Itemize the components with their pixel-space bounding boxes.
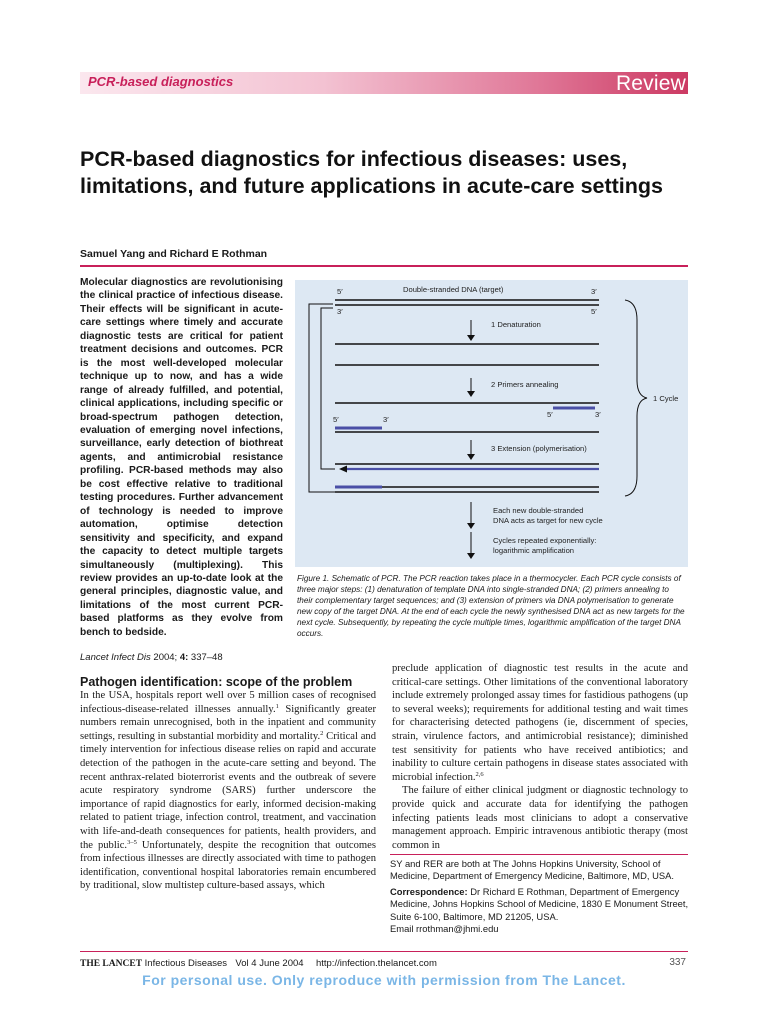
body-right-column [392,662,688,852]
footer-url[interactable]: http://infection.thelancet.com [315,958,437,969]
citation-pages: 337–48 [190,652,223,663]
label-3prime-primer-r: 3′ [595,410,601,419]
extension-arrowhead [339,466,347,473]
ref-3-5: 3–5 [127,838,137,846]
page-number: 337 [669,957,686,968]
review-tag: Review [615,72,686,95]
cycle-brace [625,300,647,496]
article-title: PCR-based diagnostics for infectious diseases: uses, limitations, and future applications in acute-care settings [80,147,663,198]
citation-journal: Lancet Infect Dis [80,652,151,663]
article-authors: Samuel Yang and Richard E Rothman [80,248,268,260]
label-5prime-primer-r: 5′ [547,410,553,419]
section-label: PCR-based diagnostics [88,74,234,89]
body-right-paragraph-2: The failure of either clinical judgment or diagnostic technology to provide quick and accurate data for identifying the pathogen infecting patients leads most clinicians to adopt a conservative management approach. Empiric intravenous antibiotic therapy (most common in [392,785,688,851]
label-new-target-1: Each new double-stranded [493,506,584,515]
footer-divider [80,951,688,952]
footer-issue: Vol 4 June 2004 [235,958,304,969]
label-step3: 3 Extension (polymerisation) [491,444,587,453]
ref-2: 2 [320,729,324,737]
body-left-text-c: Critical and timely intervention for infectious disease relies on rapid and accurate detection of the pathogen in the acute-care setting and beyond. The recent anthrax-related bioterrorist events and the outbreak of severe acute respiratory syndrome (SARS) further underscore the importance of rapid diagnostics for early, informed decision-making related to patient triage, infection control, treatment, and vaccination with life-and-death consequences for patients, health providers, and the public. [80,730,376,851]
correspondence-label: Correspondence: [390,885,468,897]
body-left-text-d: Unfortunately, despite the recognition that outcomes from infectious illnesses are directly associated with time to pathogen identification, conventional hospital laboratories remain encumbered by traditional, slow multistep culture-based assays, which [80,839,376,892]
label-5prime-primer-l: 5′ [333,415,339,424]
body-left-text-a: In the USA, hospitals report well over 5 million cases of recognised infectious-disease-related illnesses annually. [80,690,376,715]
affiliation-divider [390,854,688,855]
label-5prime-bottom: 5′ [591,307,597,316]
label-repeat-2: logarithmic amplification [493,546,575,555]
footer-journal-sub: Infectious Diseases [142,958,228,969]
label-repeat-1: Cycles repeated exponentially: [493,536,597,545]
correspondence-email: Email rrothman@jhmi.edu [390,923,499,935]
label-3prime-primer-l: 3′ [383,415,389,424]
arrow-new-target-head [467,523,475,529]
ref-2-6: 2,6 [475,770,484,778]
label-new-target-2: DNA acts as target for new cycle [493,516,603,525]
abstract: Molecular diagnostics are revolutionising the clinical practice of infectious disease. Their effects will be significant in acute-care settings where timely and accurate diagnostic tests are critical for patient treatment decisions and outcomes. PCR is the most well-developed molecular technique up to now, and has a wide range of already fulfilled, and potential, clinical applications, including specific or broad-spectrum pathogen detection, evaluation of emerging novel infections, surveillance, early detection of biothreat agents, and antimicrobial resistance profiling. PCR-based methods may also be cost effective relative to traditional testing procedures. Further advancement of technology is needed to improve automation, optimise detection sensitivity and specificity, and expand the capacity to detect multiple targets simultaneously (multiplexing). This review provides an up-to-date look at the general principles, diagnostic value, and limitations of the most current PCR-based platforms as they evolve from bench to bedside. [80,277,283,638]
section-heading: Pathogen identification: scope of the problem [80,675,353,689]
body-left-text-b: Significantly greater numbers remain unrecognised, both in the inpatient and community settings, resulting in substantial morbidity and mortality. [80,703,376,742]
correspondence [390,886,690,936]
author-divider [80,265,688,267]
citation-year: 2004; [153,652,178,663]
author-affiliation: SY and RER are both at The Johns Hopkins University, School of Medicine, Department of Emergency Medicine, Baltimore, MD, USA. [390,858,674,882]
label-step2: 2 Primers annealing [491,380,559,389]
cycle-loop-outer [309,304,335,492]
arrow-step3-head [467,454,475,460]
citation [80,652,223,663]
footer-journal-name: THE LANCET [80,959,143,969]
label-3prime-top: 3′ [591,287,597,296]
pcr-schematic [295,280,688,567]
citation-volume: 4: [179,652,189,663]
cycle-loop-inner [321,308,335,469]
arrow-step2-head [467,391,475,397]
affiliation-box [390,858,690,938]
ref-1: 1 [275,702,279,710]
arrow-repeat-head [467,553,475,559]
body-left-column [80,689,376,893]
body-right-text-a: preclude application of diagnostic test results in the acute and critical-care settings. Other limitations of the conventional laboratory include extremely prolonged assay times for fastidious pathogens (up to several weeks); requirements for additional testing and wait times for characterising detected pathogens (ie, discernment of species, strain, virulence factors, and antimicrobial resistance); diminished test sensitivity for patients who have received antibiotics; and inability to culture certain pathogens in disease states associated with microbial infection. [392,663,688,783]
correspondence-text: Dr Richard E Rothman, Department of Emergency Medicine, Johns Hopkins School of Medicine, 1830 E Monument Street, Suite 6-100, Baltimore, MD 21205, USA. [390,885,689,922]
label-cycle: 1 Cycle [653,394,679,403]
label-5prime-top: 5′ [337,287,343,296]
label-3prime-bottom: 3′ [337,307,343,316]
footer-journal [80,958,437,969]
figure-caption: Figure 1. Schematic of PCR. The PCR reaction takes place in a thermocycler. Each PCR cycle consists of three major steps: (1) denaturation of template DNA into single-stranded DNA; (2) primers annealing to their complementary target sequences; and (3) extension of primers via DNA polymerisation to generate new copy of the target DNA. At the end of each cycle the newly synthesised DNA act as new targets for the next cycle. Subsequently, by repeating the cycle multiple times, logarithmic amplification of the target DNA occurs. [297,574,685,639]
arrow-step1-head [467,335,475,341]
body-right-paragraph-1 [392,662,688,784]
label-step1: 1 Denaturation [491,320,541,329]
permission-watermark: For personal use. Only reproduce with permission from The Lancet. [142,972,626,988]
label-target: Double-stranded DNA (target) [403,285,504,294]
